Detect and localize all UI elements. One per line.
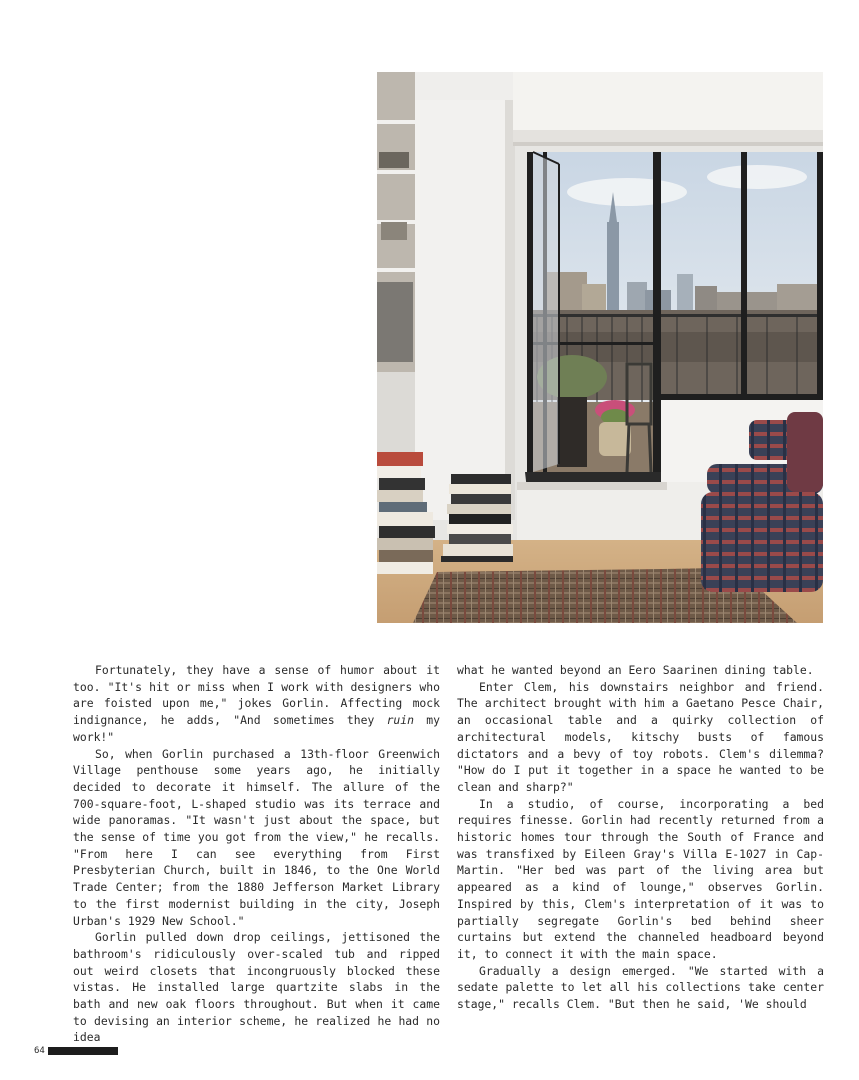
article-photo	[377, 72, 823, 623]
terrace-railing	[527, 314, 823, 317]
paragraph-continuation: what he wanted beyond an Eero Saarinen dining table.	[457, 663, 814, 677]
paragraph-studio-bed: In a studio, of course, incorporating a bed requires finesse. Gorlin had recently returned from a historic homes tour through the South of France and was transfixed by Eileen Gray's Villa E-1027 in Cap-Martin. "Her bed was part of the living area but appeared as a kind of lounge," observes Gorlin. Inspired by this, Clem's interpretation of it was to partially segregate Gorlin's bed behind sheer curtains but extend the channeled headboard beyond it, to connect it with the main space.	[457, 796, 824, 961]
wall-column	[415, 100, 513, 520]
page-folio	[34, 1045, 118, 1057]
emphasis-ruin: ruin	[386, 713, 415, 728]
article-column-right	[457, 662, 824, 1013]
paragraph-design-emerged: Gradually a design emerged. "We started with a sedate palette to let all his collections take center stage," recalls Clem. "But then he said, 'We should	[457, 963, 824, 1012]
book-stack-center	[441, 474, 513, 562]
photo-illustration	[377, 72, 823, 623]
one-world-trade-center	[607, 222, 619, 310]
page-number: 64	[34, 1046, 45, 1056]
paragraph-enter-clem: Enter Clem, his downstairs neighbor and friend. The architect brought with him a Gaetano Pesce Chair, an occasional table and a quirky collection of architectural models, kitschy busts of famous dictators and a bevy of toy robots. Clem's dilemma? "How do I put it together in a space he wanted to be clean and sharp?"	[457, 679, 824, 794]
article-column-left	[73, 662, 440, 1046]
paragraph-renovation: Gorlin pulled down drop ceilings, jettisoned the bathroom's ridiculously over-scaled tub and ripped out weird closets that incongruously blocked these vistas. He installed large quartzite slabs in the bath and new oak floors throughout. But when it came to devising an interior scheme, he realized he had no idea	[73, 930, 440, 1045]
paragraph-penthouse: So, when Gorlin purchased a 13th-floor Greenwich Village penthouse some years ago, he initially decided to decorate it himself. The allure of the 700-square-foot, L-shaped studio was its terrace and wide panoramas. "It wasn't just about the space, but the sense of time you got from the view," he recalls. "From here I can see everything from First Presbyterian Church, built in 1846, to the One World Trade Center; from the 1880 Jefferson Market Library to the first modernist building in the city, Joseph Urban's 1929 New School."	[73, 746, 440, 928]
paragraph-humor: Fortunately, they have a sense of humor about it too. "It's hit or miss when I work with designers who are foisted upon me," jokes Gorlin. Affecting mock indignance, he adds, "And sometimes they ruin my work!"	[73, 663, 440, 744]
folio-bar	[48, 1047, 118, 1055]
